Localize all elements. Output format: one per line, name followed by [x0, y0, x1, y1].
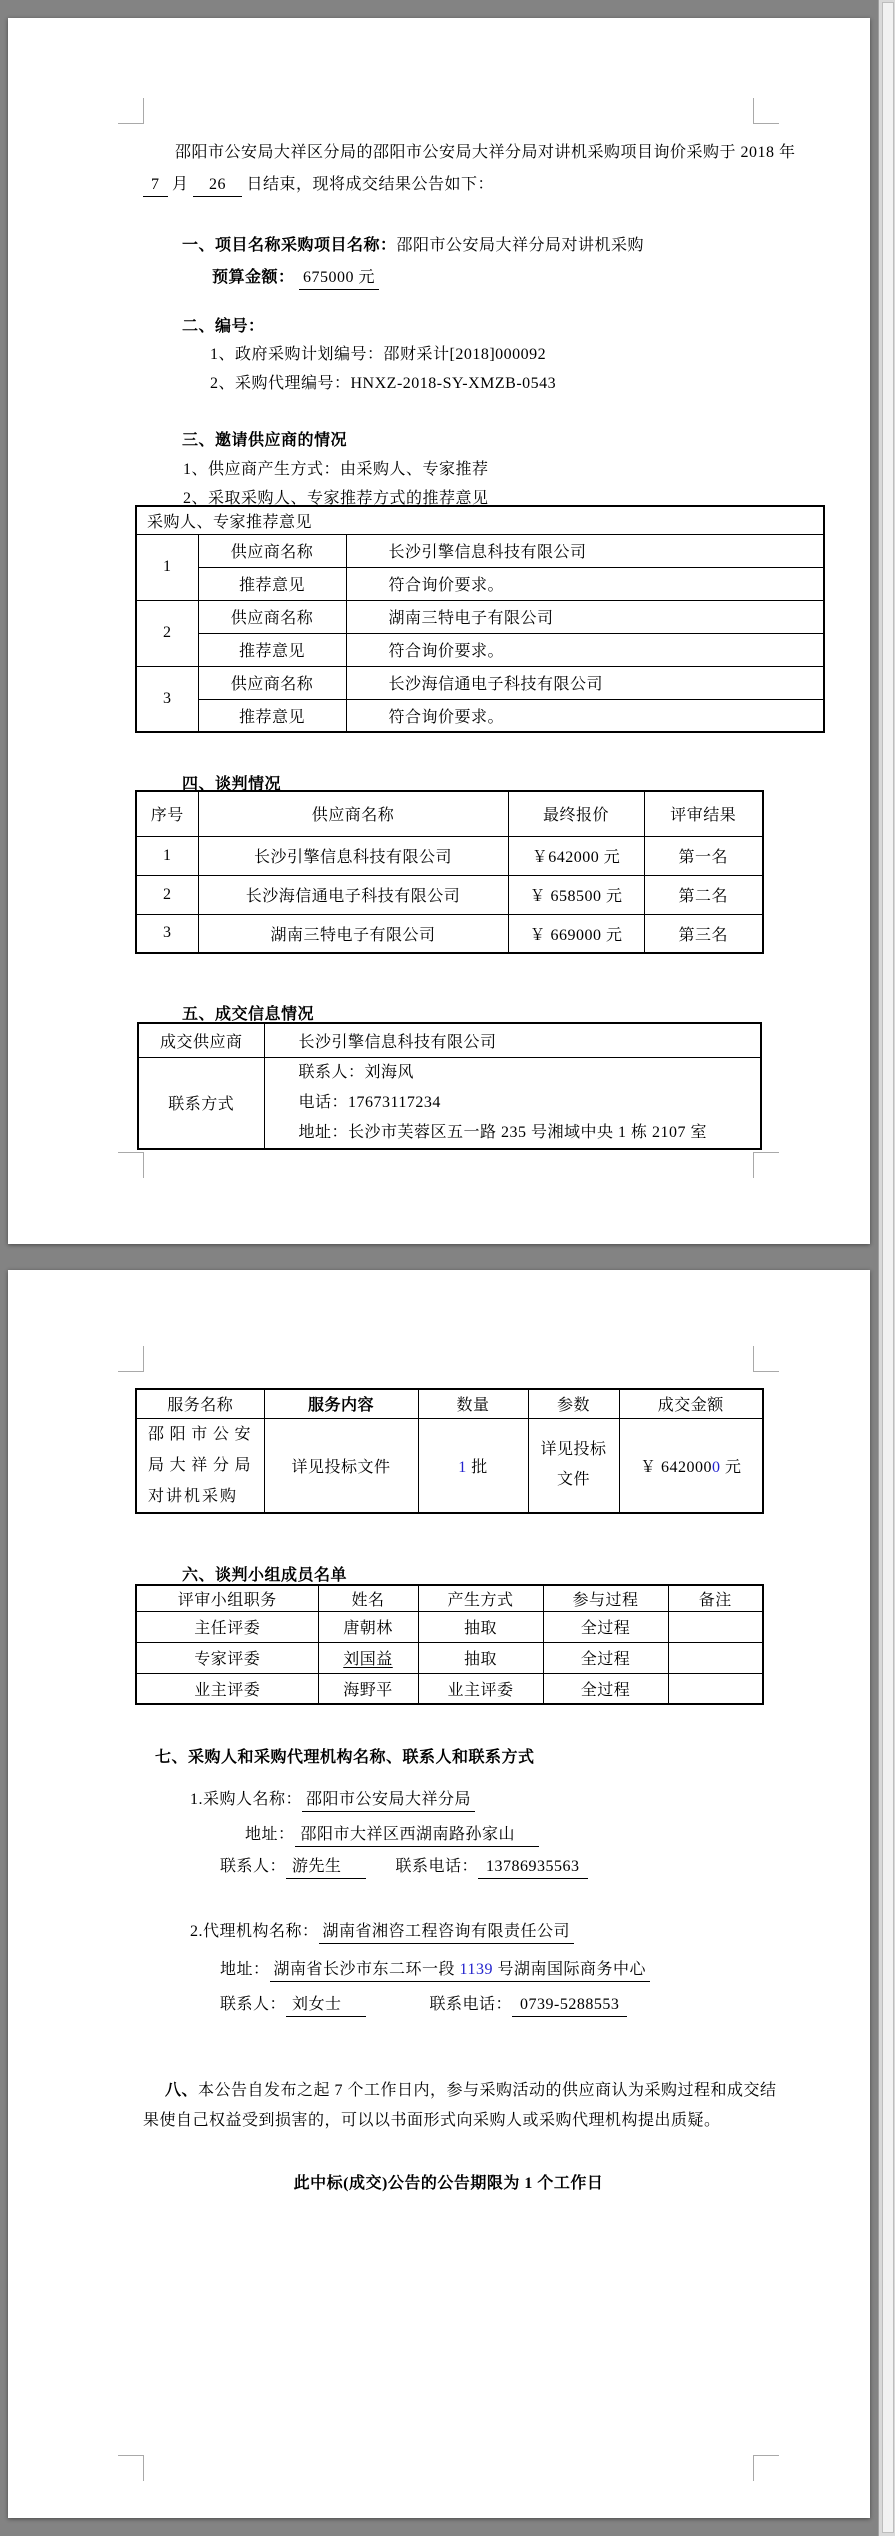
- intro-line-2: 7 月 26 日结束，现将成交结果公告如下：: [143, 175, 494, 197]
- purchaser-address-line: 地址： 邵阳市大祥区西湖南路孙家山: [245, 1825, 539, 1847]
- contact-info-cell: [264, 1057, 761, 1149]
- result-cell: 第二名: [644, 875, 763, 914]
- note-cell: [668, 1673, 763, 1704]
- agency-address-line: 地址： 湖南省长沙市东二环一段 1139 号湖南国际商务中心: [220, 1960, 650, 1982]
- table-row: [136, 914, 763, 953]
- panel-members-table: [135, 1584, 764, 1705]
- label-cell: 联系方式: [138, 1057, 264, 1149]
- margin-corner-mark: [118, 98, 144, 124]
- budget-value: 675000 元: [299, 268, 379, 290]
- margin-corner-mark: [753, 1346, 779, 1372]
- row-number-cell: 3: [136, 666, 198, 732]
- price-cell: ￥642000 元: [508, 836, 644, 875]
- purchaser-name-line: 1.采购人名称： 邵阳市公安局大祥分局: [190, 1790, 475, 1812]
- margin-corner-mark: [118, 1346, 144, 1372]
- supplier-method-line: 1、供应商产生方式：由采购人、专家推荐: [183, 461, 489, 478]
- note-cell: [668, 1611, 763, 1642]
- section-1-heading: 一、项目名称采购项目名称：邵阳市公安局大祥分局对讲机采购: [182, 237, 645, 254]
- page-1: [8, 18, 870, 1244]
- agency-name-line: 2.代理机构名称： 湖南省湘咨工程咨询有限责任公司: [190, 1922, 574, 1944]
- name-cell: 海野平: [318, 1673, 418, 1704]
- blank-day: 26: [193, 175, 242, 197]
- table-row: [138, 1057, 761, 1149]
- table-row: [136, 1611, 763, 1642]
- label-cell: 推荐意见: [198, 699, 346, 732]
- header-cell: 数量: [418, 1389, 528, 1418]
- margin-corner-mark: [753, 98, 779, 124]
- supplier-cell: 湖南三特电子有限公司: [198, 914, 508, 953]
- agency-number-line: 2、采购代理编号：HNXZ-2018-SY-XMZB-0543: [210, 375, 557, 392]
- method-cell: 抽取: [418, 1642, 543, 1673]
- vertical-scrollbar[interactable]: [878, 0, 895, 2536]
- header-cell: 产生方式: [418, 1585, 543, 1611]
- contact-phone: 电话：17673117234: [298, 1093, 441, 1111]
- table-row: [136, 1642, 763, 1673]
- participation-cell: 全过程: [543, 1673, 668, 1704]
- supplier-cell: 长沙引擎信息科技有限公司: [198, 836, 508, 875]
- supplier-cell: 长沙引擎信息科技有限公司: [346, 534, 824, 567]
- plan-number-line: 1、政府采购计划编号：邵财采计[2018]000092: [210, 346, 547, 363]
- note-cell: [668, 1642, 763, 1673]
- table-row: [136, 1418, 763, 1513]
- table-row: [136, 1673, 763, 1704]
- table-header-row: [136, 791, 763, 836]
- row-number-cell: 2: [136, 875, 198, 914]
- margin-corner-mark: [753, 1152, 779, 1178]
- service-content-cell: 详见投标文件: [264, 1418, 418, 1513]
- method-cell: 业主评委: [418, 1673, 543, 1704]
- header-cell: 最终报价: [508, 791, 644, 836]
- award-amount-cell: ￥ 6420000 元: [619, 1418, 763, 1513]
- label-cell: 推荐意见: [198, 567, 346, 600]
- awarded-supplier-cell: 长沙引擎信息科技有限公司: [264, 1023, 761, 1057]
- role-cell: 主任评委: [136, 1611, 318, 1642]
- quantity-cell: 1 批: [418, 1418, 528, 1513]
- table-row: [136, 836, 763, 875]
- section-6-heading: 六、谈判小组成员名单: [182, 1567, 348, 1584]
- purchaser-contact-line: 联系人： 游先生 联系电话： 13786935563: [220, 1857, 588, 1879]
- supplier-cell: 长沙海信通电子科技有限公司: [198, 875, 508, 914]
- section-3-heading: 三、邀请供应商的情况: [182, 432, 348, 449]
- table-header-row: [136, 1585, 763, 1611]
- margin-corner-mark: [118, 1152, 144, 1178]
- section-8-paragraph: 八、本公告自发布之起 7 个工作日内，参与采购活动的供应商认为采购过程和成交结果使自己权益受到损害的，可以以书面形式向采购人或采购代理机构提出质疑。: [143, 2082, 777, 2129]
- header-cell: 评审小组职务: [136, 1585, 318, 1611]
- contact-address: 地址：长沙市芙蓉区五一路 235 号湘域中央 1 栋 2107 室: [298, 1123, 708, 1141]
- price-cell: ￥ 669000 元: [508, 914, 644, 953]
- header-cell: 参与过程: [543, 1585, 668, 1611]
- agency-contact-line: 联系人： 刘女士 联系电话： 0739-5288553: [220, 1995, 627, 2017]
- row-number-cell: 3: [136, 914, 198, 953]
- header-cell: 评审结果: [644, 791, 763, 836]
- row-number-cell: 1: [136, 836, 198, 875]
- participation-cell: 全过程: [543, 1611, 668, 1642]
- label-cell: 推荐意见: [198, 633, 346, 666]
- table-row: [136, 567, 824, 600]
- section-4-heading: 四、谈判情况: [182, 776, 282, 793]
- role-cell: 业主评委: [136, 1673, 318, 1704]
- margin-corner-mark: [118, 2455, 144, 2481]
- header-cell: 服务名称: [136, 1389, 264, 1418]
- header-cell: 供应商名称: [198, 791, 508, 836]
- label-cell: 成交供应商: [138, 1023, 264, 1057]
- supplier-cell: 长沙海信通电子科技有限公司: [346, 666, 824, 699]
- row-number-cell: 1: [136, 534, 198, 600]
- blank-month: 7: [143, 175, 168, 197]
- header-cell: 服务内容: [264, 1389, 418, 1418]
- service-table: [135, 1388, 764, 1514]
- method-cell: 抽取: [418, 1611, 543, 1642]
- label-cell: 供应商名称: [198, 534, 346, 567]
- negotiation-table: [135, 790, 764, 954]
- service-name-cell: 邵阳市公安局大祥分局对讲机采购: [136, 1418, 264, 1513]
- opinion-cell: 符合询价要求。: [346, 567, 824, 600]
- opinion-cell: 符合询价要求。: [346, 633, 824, 666]
- opinion-cell: 符合询价要求。: [346, 699, 824, 732]
- label-cell: 供应商名称: [198, 666, 346, 699]
- table-title-cell: 采购人、专家推荐意见: [136, 506, 824, 534]
- table-row: [138, 1023, 761, 1057]
- role-cell: 专家评委: [136, 1642, 318, 1673]
- table-row: [136, 699, 824, 732]
- table-row: [136, 506, 824, 534]
- table-row: [136, 666, 824, 699]
- participation-cell: 全过程: [543, 1642, 668, 1673]
- section-7-heading: 七、采购人和采购代理机构名称、联系人和联系方式: [155, 1749, 535, 1766]
- price-cell: ￥ 658500 元: [508, 875, 644, 914]
- announcement-period-line: 此中标(成交)公告的公告期限为 1 个工作日: [293, 2175, 604, 2192]
- header-cell: 序号: [136, 791, 198, 836]
- intro-line-1: 邵阳市公安局大祥区分局的邵阳市公安局大祥分局对讲机采购项目询价采购于 2018 年: [175, 144, 796, 161]
- award-info-table: [137, 1022, 762, 1150]
- name-cell: 刘国益: [318, 1642, 418, 1673]
- table-header-row: [136, 1389, 763, 1418]
- label-cell: 供应商名称: [198, 600, 346, 633]
- header-cell: 参数: [528, 1389, 619, 1418]
- section-5-heading: 五、成交信息情况: [182, 1006, 315, 1023]
- table-row: [136, 875, 763, 914]
- result-cell: 第一名: [644, 836, 763, 875]
- row-number-cell: 2: [136, 600, 198, 666]
- result-cell: 第三名: [644, 914, 763, 953]
- header-cell: 成交金额: [619, 1389, 763, 1418]
- section-2-heading: 二、编号：: [182, 318, 265, 335]
- supplier-cell: 湖南三特电子有限公司: [346, 600, 824, 633]
- table-row: [136, 600, 824, 633]
- header-cell: 姓名: [318, 1585, 418, 1611]
- parameter-cell: 详见投标 文件: [528, 1418, 619, 1513]
- recommendation-table: [135, 505, 825, 733]
- contact-person: 联系人：刘海风: [298, 1063, 415, 1081]
- name-cell: 唐朝林: [318, 1611, 418, 1642]
- scrollbar-thumb[interactable]: [882, 2, 894, 2533]
- table-row: [136, 633, 824, 666]
- recommendation-line: 2、采取采购人、专家推荐方式的推荐意见: [183, 490, 489, 507]
- header-cell: 备注: [668, 1585, 763, 1611]
- budget-line: 预算金额： 675000 元: [212, 268, 379, 290]
- table-row: [136, 534, 824, 567]
- margin-corner-mark: [753, 2455, 779, 2481]
- page-2: [8, 1270, 870, 2518]
